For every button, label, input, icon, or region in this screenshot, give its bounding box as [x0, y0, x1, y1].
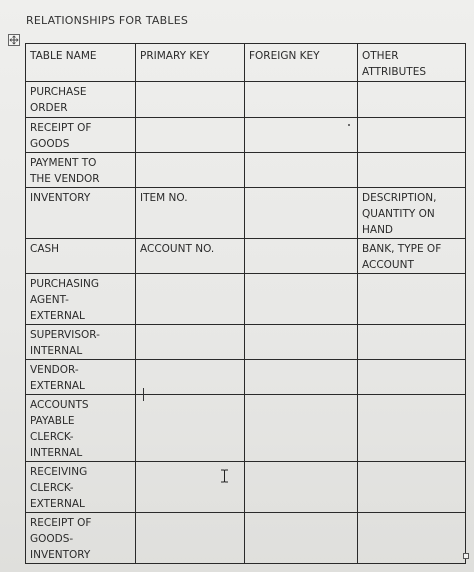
- table-row: [26, 274, 466, 325]
- table-cell[interactable]: [245, 462, 358, 513]
- table-resize-handle-icon[interactable]: [463, 553, 469, 559]
- table-cell[interactable]: CASH: [26, 239, 136, 274]
- table-row: [26, 118, 466, 153]
- table-cell[interactable]: [245, 513, 358, 564]
- table-cell[interactable]: [245, 153, 358, 188]
- table-cell[interactable]: [136, 360, 245, 395]
- table-cell[interactable]: [136, 153, 245, 188]
- document-title: RELATIONSHIPS FOR TABLES: [26, 14, 189, 27]
- table-cell[interactable]: PURCHASE ORDER: [26, 82, 136, 118]
- header-cell[interactable]: TABLE NAME: [26, 44, 136, 82]
- relationships-table: [25, 43, 466, 564]
- table-cell[interactable]: [245, 360, 358, 395]
- table-cell[interactable]: [136, 118, 245, 153]
- table-row: [26, 82, 466, 118]
- table-cell[interactable]: ACCOUNTS PAYABLE CLERCK- INTERNAL: [26, 395, 136, 462]
- table-row: [26, 325, 466, 360]
- header-cell[interactable]: FOREIGN KEY: [245, 44, 358, 82]
- table-row: [26, 513, 466, 564]
- table-cell[interactable]: [358, 513, 466, 564]
- table-cell[interactable]: INVENTORY: [26, 188, 136, 239]
- table-row: [26, 360, 466, 395]
- table-row: [26, 395, 466, 462]
- table-row: [26, 462, 466, 513]
- table-cell[interactable]: [245, 274, 358, 325]
- table-cell[interactable]: [358, 118, 466, 153]
- table-cell[interactable]: [245, 239, 358, 274]
- ibeam-cursor-icon: [220, 468, 229, 482]
- table-cell[interactable]: ITEM NO.: [136, 188, 245, 239]
- table-cell[interactable]: [136, 82, 245, 118]
- table-cell[interactable]: [245, 82, 358, 118]
- table-cell[interactable]: [136, 274, 245, 325]
- header-cell[interactable]: OTHER ATTRIBUTES: [358, 44, 466, 82]
- table-cell[interactable]: RECEIVING CLERCK- EXTERNAL: [26, 462, 136, 513]
- stray-mark: [348, 124, 350, 126]
- table-cell[interactable]: [358, 325, 466, 360]
- table-header-row: [26, 44, 466, 82]
- table-row: [26, 153, 466, 188]
- table-cell[interactable]: VENDOR- EXTERNAL: [26, 360, 136, 395]
- text-insertion-caret: [143, 388, 144, 401]
- table-cell[interactable]: PAYMENT TO THE VENDOR: [26, 153, 136, 188]
- table-cell[interactable]: [245, 325, 358, 360]
- table-row: [26, 188, 466, 239]
- table-cell[interactable]: [245, 118, 358, 153]
- table-cell[interactable]: [358, 462, 466, 513]
- table-cell[interactable]: [136, 513, 245, 564]
- table-cell[interactable]: PURCHASING AGENT- EXTERNAL: [26, 274, 136, 325]
- table-cell[interactable]: [358, 153, 466, 188]
- table-cell[interactable]: RECEIPT OF GOODS- INVENTORY: [26, 513, 136, 564]
- table-cell[interactable]: [245, 188, 358, 239]
- table-move-handle-icon[interactable]: [8, 34, 20, 46]
- table-cell[interactable]: SUPERVISOR- INTERNAL: [26, 325, 136, 360]
- table-row: [26, 239, 466, 274]
- table-cell[interactable]: [358, 360, 466, 395]
- table-cell[interactable]: ACCOUNT NO.: [136, 239, 245, 274]
- table-cell[interactable]: [358, 274, 466, 325]
- header-cell[interactable]: PRIMARY KEY: [136, 44, 245, 82]
- table-cell[interactable]: [136, 325, 245, 360]
- table-cell[interactable]: [358, 82, 466, 118]
- table-cell[interactable]: [245, 395, 358, 462]
- table-cell[interactable]: BANK, TYPE OF ACCOUNT: [358, 239, 466, 274]
- table-cell[interactable]: RECEIPT OF GOODS: [26, 118, 136, 153]
- table-cell[interactable]: [358, 395, 466, 462]
- table-cell[interactable]: DESCRIPTION, QUANTITY ON HAND: [358, 188, 466, 239]
- table-cell[interactable]: [136, 395, 245, 462]
